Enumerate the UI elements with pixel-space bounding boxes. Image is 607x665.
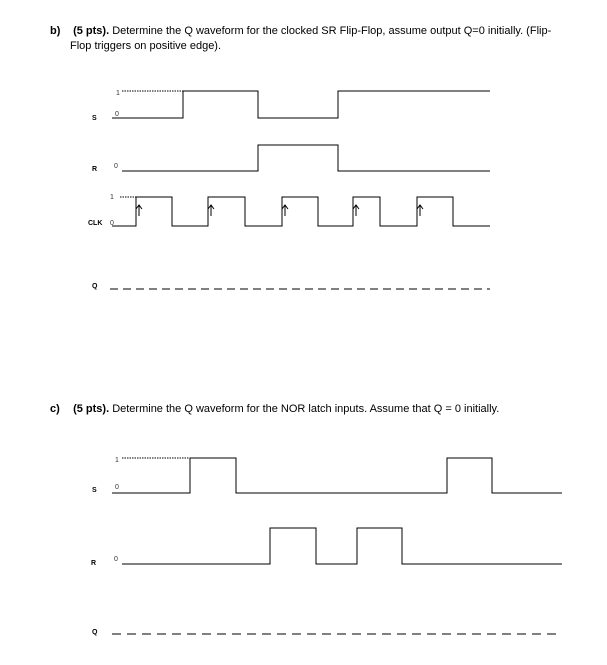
diagram-b-s-label: S [92, 115, 97, 122]
diagram-c-q-label: Q [92, 629, 98, 636]
question-b-line1: Determine the Q waveform for the clocked SR Flip-Flop, assume output Q=0 initially. (Flip- [112, 25, 552, 37]
question-c-points: (5 pts). [73, 403, 110, 415]
diagram-b-q-label: Q [92, 283, 98, 290]
diagram-b-r-level-low: 0 [114, 163, 118, 170]
diagram-b-s-level-high: 1 [116, 90, 120, 97]
diagram-b-clk-trace [112, 197, 490, 226]
question-c-tag: c) [50, 403, 60, 415]
diagram-b-r-label: R [92, 166, 98, 173]
rising-edge-arrow-icon [136, 205, 142, 216]
question-b-points: (5 pts). [73, 25, 110, 37]
diagram-b-r-waveform [122, 145, 490, 171]
diagram-c-r-trace [122, 528, 562, 564]
diagram-b-clk-waveform [112, 197, 490, 226]
diagram-b-clk-label: CLK [88, 220, 103, 227]
diagram-b-s-waveform [112, 91, 490, 118]
diagram-c-s-level-high: 1 [115, 457, 119, 464]
diagram-b-clk-level-high: 1 [110, 194, 114, 201]
diagram-b-s-level-low: 0 [115, 111, 119, 118]
rising-edge-arrow-icon [353, 205, 359, 216]
diagram-c-r-label: R [91, 560, 97, 567]
rising-edge-arrow-icon [417, 205, 423, 216]
diagram-c-r-waveform [122, 528, 562, 564]
diagram-c-s-waveform [112, 458, 562, 493]
rising-edge-arrow-icon [282, 205, 288, 216]
diagram-b-r-trace [122, 145, 490, 171]
question-b-line2: Flop triggers on positive edge). [70, 40, 222, 52]
diagram-c-s-label: S [92, 487, 97, 494]
question-b-tag: b) [50, 25, 61, 37]
rising-edge-arrow-icon [208, 205, 214, 216]
question-c-text: Determine the Q waveform for the NOR latch inputs. Assume that Q = 0 initially. [112, 403, 500, 415]
diagram-b-s-trace [112, 91, 490, 118]
diagram-c-r-level-low: 0 [114, 556, 118, 563]
diagram-c-s-trace [112, 458, 562, 493]
diagram-c-s-level-low: 0 [115, 484, 119, 491]
diagram-b-clk-level-low: 0 [110, 220, 114, 227]
